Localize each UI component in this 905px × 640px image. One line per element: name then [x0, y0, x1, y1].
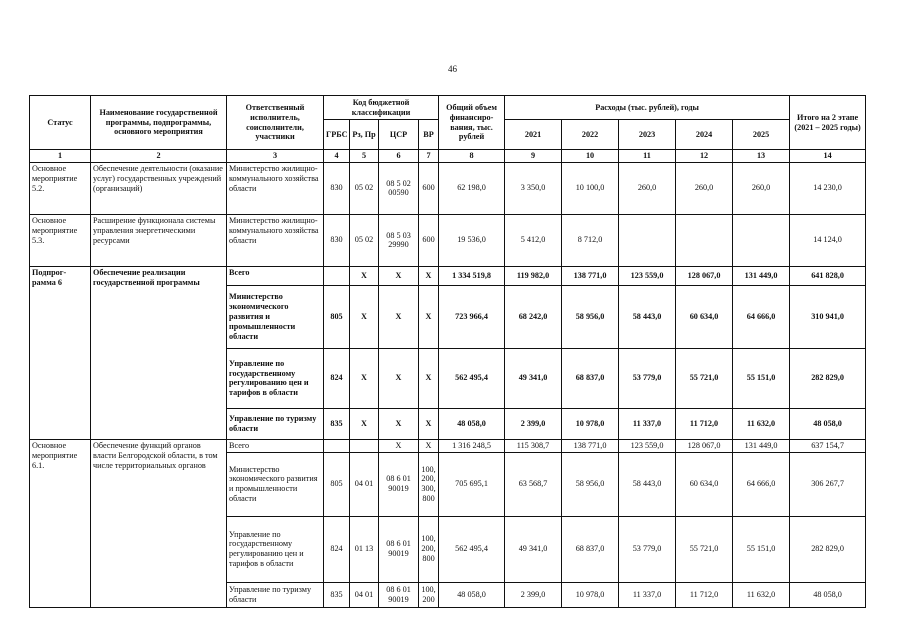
rzpr-cell: X	[350, 266, 379, 285]
header-year-2023: 2023	[619, 120, 676, 150]
rzpr-cell	[350, 439, 379, 452]
name-cell: Обеспечение функций органов власти Белгородской области, в том числе территориальных органов	[91, 439, 227, 607]
grbs-cell: 835	[324, 582, 350, 607]
grbs-cell	[324, 266, 350, 285]
vr-cell: 100, 200, 300, 800	[419, 452, 439, 516]
responsible-cell: Управление по государственному регулированию цен и тарифов в области	[227, 516, 324, 582]
year-cell	[619, 214, 676, 266]
status-cell: Основное мероприятие 5.3.	[30, 214, 91, 266]
header-year-2024: 2024	[676, 120, 733, 150]
table-row	[30, 214, 866, 266]
column-number-row	[30, 150, 866, 163]
year-cell: 123 559,0	[619, 439, 676, 452]
responsible-cell: Управление по туризму области	[227, 582, 324, 607]
col-number: 14	[790, 150, 866, 163]
year-cell: 53 779,0	[619, 348, 676, 408]
stage-total-cell: 282 829,0	[790, 516, 866, 582]
total-cell: 48 058,0	[439, 582, 505, 607]
vr-cell: 100, 200	[419, 582, 439, 607]
col-number: 6	[379, 150, 419, 163]
col-number: 7	[419, 150, 439, 163]
col-number: 10	[562, 150, 619, 163]
header-year-2025: 2025	[733, 120, 790, 150]
year-cell: 68 837,0	[562, 516, 619, 582]
year-cell: 49 341,0	[505, 348, 562, 408]
header-year-2022: 2022	[562, 120, 619, 150]
header-rzpr: Рз, Пр	[350, 120, 379, 150]
budget-table	[29, 95, 866, 608]
vr-cell: X	[419, 408, 439, 439]
total-cell: 1 334 519,8	[439, 266, 505, 285]
year-cell: 58 956,0	[562, 285, 619, 348]
csr-cell: 08 6 01 90019	[379, 516, 419, 582]
col-number: 11	[619, 150, 676, 163]
vr-cell: 600	[419, 214, 439, 266]
header-name: Наименование государственной программы, подпрограммы, основного мероприятия	[91, 96, 227, 150]
year-cell: 131 449,0	[733, 266, 790, 285]
year-cell: 5 412,0	[505, 214, 562, 266]
year-cell: 11 632,0	[733, 408, 790, 439]
year-cell	[676, 214, 733, 266]
responsible-cell: Министерство жилищно-коммунального хозяйства области	[227, 162, 324, 214]
year-cell: 11 712,0	[676, 408, 733, 439]
name-cell: Обеспечение реализации государственной программы	[91, 266, 227, 439]
col-number: 4	[324, 150, 350, 163]
stage-total-cell: 306 267,7	[790, 452, 866, 516]
col-number: 13	[733, 150, 790, 163]
col-number: 12	[676, 150, 733, 163]
year-cell: 260,0	[619, 162, 676, 214]
year-cell: 49 341,0	[505, 516, 562, 582]
year-cell: 8 712,0	[562, 214, 619, 266]
year-cell: 3 350,0	[505, 162, 562, 214]
name-cell: Расширение функционала системы управления энергетическими ресурсами	[91, 214, 227, 266]
year-cell: 10 978,0	[562, 408, 619, 439]
col-number: 1	[30, 150, 91, 163]
total-cell: 19 536,0	[439, 214, 505, 266]
vr-cell: 600	[419, 162, 439, 214]
csr-cell: 08 6 01 90019	[379, 582, 419, 607]
year-cell	[733, 214, 790, 266]
year-cell: 128 067,0	[676, 266, 733, 285]
year-cell: 60 634,0	[676, 285, 733, 348]
year-cell: 11 632,0	[733, 582, 790, 607]
year-cell: 11 337,0	[619, 408, 676, 439]
table-row	[30, 439, 866, 452]
rzpr-cell: 04 01	[350, 452, 379, 516]
rzpr-cell: 04 01	[350, 582, 379, 607]
rzpr-cell: X	[350, 348, 379, 408]
header-year-2021: 2021	[505, 120, 562, 150]
vr-cell: X	[419, 285, 439, 348]
col-number: 8	[439, 150, 505, 163]
page-number: 46	[448, 64, 457, 74]
responsible-cell: Всего	[227, 439, 324, 452]
stage-total-cell: 14 230,0	[790, 162, 866, 214]
responsible-cell: Управление по государственному регулированию цен и тарифов в области	[227, 348, 324, 408]
header-total-volume: Общий объем финансиро-вания, тыс. рублей	[439, 96, 505, 150]
year-cell: 58 443,0	[619, 452, 676, 516]
table-row	[30, 266, 866, 285]
year-cell: 68 837,0	[562, 348, 619, 408]
grbs-cell: 830	[324, 214, 350, 266]
csr-cell: 08 5 03 29990	[379, 214, 419, 266]
csr-cell: 08 6 01 90019	[379, 452, 419, 516]
stage-total-cell: 310 941,0	[790, 285, 866, 348]
col-number: 3	[227, 150, 324, 163]
year-cell: 260,0	[733, 162, 790, 214]
year-cell: 123 559,0	[619, 266, 676, 285]
csr-cell: 08 5 02 00590	[379, 162, 419, 214]
grbs-cell: 805	[324, 452, 350, 516]
grbs-cell: 824	[324, 348, 350, 408]
rzpr-cell: X	[350, 408, 379, 439]
vr-cell: 100, 200, 800	[419, 516, 439, 582]
vr-cell: X	[419, 439, 439, 452]
year-cell: 58 956,0	[562, 452, 619, 516]
responsible-cell: Всего	[227, 266, 324, 285]
year-cell: 55 721,0	[676, 516, 733, 582]
year-cell: 55 151,0	[733, 516, 790, 582]
header-grbs: ГРБС	[324, 120, 350, 150]
year-cell: 55 151,0	[733, 348, 790, 408]
total-cell: 562 495,4	[439, 516, 505, 582]
header-vr: ВР	[419, 120, 439, 150]
table-row	[30, 162, 866, 214]
stage-total-cell: 14 124,0	[790, 214, 866, 266]
year-cell: 60 634,0	[676, 452, 733, 516]
header-responsible: Ответственный исполнитель, соисполнители, участники	[227, 96, 324, 150]
csr-cell: X	[379, 348, 419, 408]
responsible-cell: Министерство жилищно-коммунального хозяйства области	[227, 214, 324, 266]
year-cell: 11 337,0	[619, 582, 676, 607]
year-cell: 64 666,0	[733, 452, 790, 516]
year-cell: 63 568,7	[505, 452, 562, 516]
csr-cell: X	[379, 285, 419, 348]
col-number: 9	[505, 150, 562, 163]
status-cell: Подпрог-рамма 6	[30, 266, 91, 439]
stage-total-cell: 282 829,0	[790, 348, 866, 408]
total-cell: 48 058,0	[439, 408, 505, 439]
year-cell: 119 982,0	[505, 266, 562, 285]
grbs-cell: 824	[324, 516, 350, 582]
col-number: 2	[91, 150, 227, 163]
header-budget-code: Код бюджетной классификации	[324, 96, 439, 120]
csr-cell: X	[379, 266, 419, 285]
year-cell: 2 399,0	[505, 582, 562, 607]
vr-cell: X	[419, 266, 439, 285]
year-cell: 2 399,0	[505, 408, 562, 439]
responsible-cell: Министерство экономического развития и промышленности области	[227, 285, 324, 348]
col-number: 5	[350, 150, 379, 163]
stage-total-cell: 641 828,0	[790, 266, 866, 285]
year-cell: 128 067,0	[676, 439, 733, 452]
rzpr-cell: 05 02	[350, 214, 379, 266]
csr-cell: X	[379, 439, 419, 452]
status-cell: Основное мероприятие 6.1.	[30, 439, 91, 607]
year-cell: 131 449,0	[733, 439, 790, 452]
year-cell: 11 712,0	[676, 582, 733, 607]
year-cell: 68 242,0	[505, 285, 562, 348]
total-cell: 705 695,1	[439, 452, 505, 516]
csr-cell: X	[379, 408, 419, 439]
status-cell: Основное мероприятие 5.2.	[30, 162, 91, 214]
name-cell: Обеспечение деятельности (оказание услуг) государственных учреждений (организаций)	[91, 162, 227, 214]
year-cell: 115 308,7	[505, 439, 562, 452]
year-cell: 138 771,0	[562, 439, 619, 452]
header-stage-total: Итого на 2 этапе (2021 – 2025 годы)	[790, 96, 866, 150]
year-cell: 64 666,0	[733, 285, 790, 348]
grbs-cell: 805	[324, 285, 350, 348]
year-cell: 10 978,0	[562, 582, 619, 607]
year-cell: 58 443,0	[619, 285, 676, 348]
grbs-cell	[324, 439, 350, 452]
header-row-1	[30, 96, 866, 120]
rzpr-cell: 05 02	[350, 162, 379, 214]
total-cell: 723 966,4	[439, 285, 505, 348]
total-cell: 562 495,4	[439, 348, 505, 408]
stage-total-cell: 48 058,0	[790, 582, 866, 607]
header-status: Статус	[30, 96, 91, 150]
responsible-cell: Министерство экономического развития и промышленности области	[227, 452, 324, 516]
rzpr-cell: 01 13	[350, 516, 379, 582]
stage-total-cell: 637 154,7	[790, 439, 866, 452]
year-cell: 53 779,0	[619, 516, 676, 582]
vr-cell: X	[419, 348, 439, 408]
responsible-cell: Управление по туризму области	[227, 408, 324, 439]
header-expenses: Расходы (тыс. рублей), годы	[505, 96, 790, 120]
rzpr-cell: X	[350, 285, 379, 348]
stage-total-cell: 48 058,0	[790, 408, 866, 439]
year-cell: 55 721,0	[676, 348, 733, 408]
year-cell: 260,0	[676, 162, 733, 214]
total-cell: 1 316 248,5	[439, 439, 505, 452]
year-cell: 138 771,0	[562, 266, 619, 285]
grbs-cell: 830	[324, 162, 350, 214]
total-cell: 62 198,0	[439, 162, 505, 214]
header-csr: ЦСР	[379, 120, 419, 150]
year-cell: 10 100,0	[562, 162, 619, 214]
grbs-cell: 835	[324, 408, 350, 439]
